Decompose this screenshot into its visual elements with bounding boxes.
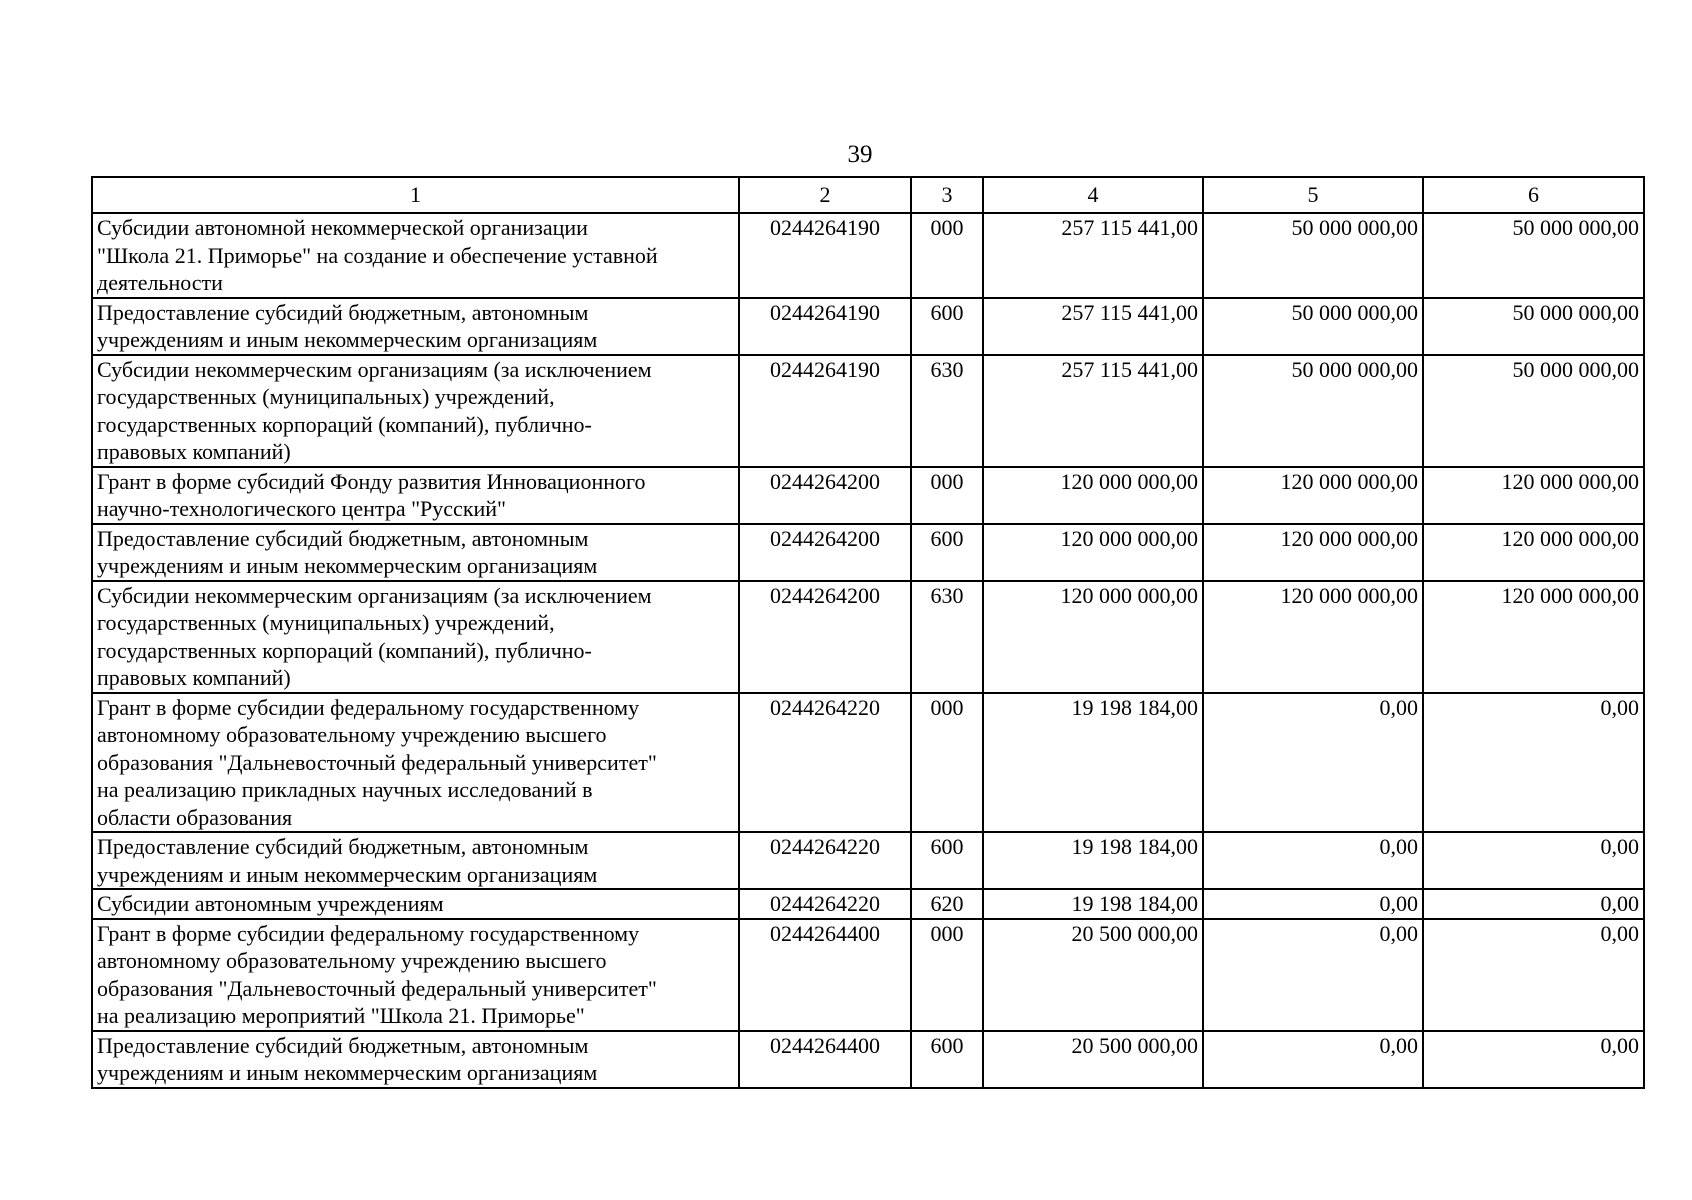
budget-table <box>91 176 1645 1089</box>
table-row <box>92 298 1644 355</box>
row-amount-col6-cell: 120 000 000,00 <box>1423 581 1644 693</box>
row-code-cell: 0244264200 <box>739 467 911 524</box>
table-row <box>92 832 1644 889</box>
row-amount-col4-cell: 19 198 184,00 <box>983 693 1203 833</box>
row-amount-col4-cell: 20 500 000,00 <box>983 919 1203 1031</box>
column-header-3: 3 <box>911 177 983 213</box>
row-amount-col4-cell: 257 115 441,00 <box>983 298 1203 355</box>
row-type-cell: 600 <box>911 298 983 355</box>
table-row <box>92 355 1644 467</box>
table-row <box>92 919 1644 1031</box>
row-amount-col4-cell: 20 500 000,00 <box>983 1031 1203 1088</box>
column-header-5: 5 <box>1203 177 1423 213</box>
row-type-cell: 600 <box>911 524 983 581</box>
row-amount-col4-cell: 120 000 000,00 <box>983 467 1203 524</box>
row-amount-col6-cell: 0,00 <box>1423 832 1644 889</box>
table-row <box>92 213 1644 298</box>
row-amount-col6-cell: 50 000 000,00 <box>1423 355 1644 467</box>
row-type-cell: 630 <box>911 355 983 467</box>
row-code-cell: 0244264190 <box>739 298 911 355</box>
table-row <box>92 1031 1644 1088</box>
row-amount-col6-cell: 0,00 <box>1423 1031 1644 1088</box>
row-amount-col6-cell: 50 000 000,00 <box>1423 298 1644 355</box>
row-code-cell: 0244264400 <box>739 1031 911 1088</box>
row-type-cell: 630 <box>911 581 983 693</box>
page-number: 39 <box>847 141 873 168</box>
row-amount-col5-cell: 0,00 <box>1203 889 1423 919</box>
table-row <box>92 889 1644 919</box>
row-type-cell: 600 <box>911 1031 983 1088</box>
row-type-cell: 000 <box>911 213 983 298</box>
table-body <box>92 213 1644 1088</box>
row-name-cell: Субсидии некоммерческим организациям (за исключением государственных (муниципальных) учреждений, государственных корпораций (компаний), публично- правовых компаний) <box>92 581 739 693</box>
row-amount-col4-cell: 257 115 441,00 <box>983 213 1203 298</box>
row-amount-col5-cell: 50 000 000,00 <box>1203 298 1423 355</box>
column-header-2: 2 <box>739 177 911 213</box>
row-amount-col5-cell: 0,00 <box>1203 832 1423 889</box>
row-code-cell: 0244264400 <box>739 919 911 1031</box>
table-row <box>92 467 1644 524</box>
row-name-cell: Предоставление субсидий бюджетным, автономным учреждениям и иным некоммерческим организациям <box>92 1031 739 1088</box>
row-code-cell: 0244264220 <box>739 832 911 889</box>
table-header-row <box>92 177 1644 213</box>
row-type-cell: 620 <box>911 889 983 919</box>
row-amount-col5-cell: 0,00 <box>1203 693 1423 833</box>
row-amount-col6-cell: 0,00 <box>1423 919 1644 1031</box>
row-name-cell: Грант в форме субсидии федеральному государственному автономному образовательному учреждению высшего образования "Дальневосточный федеральный университет" на реализацию мероприятий "Школа 21. Приморье" <box>92 919 739 1031</box>
row-amount-col4-cell: 257 115 441,00 <box>983 355 1203 467</box>
row-amount-col4-cell: 19 198 184,00 <box>983 889 1203 919</box>
row-name-cell: Грант в форме субсидий Фонду развития Инновационного научно-технологического центра "Русский" <box>92 467 739 524</box>
row-amount-col6-cell: 120 000 000,00 <box>1423 467 1644 524</box>
row-code-cell: 0244264200 <box>739 581 911 693</box>
table-row <box>92 524 1644 581</box>
table-row <box>92 581 1644 693</box>
row-amount-col5-cell: 0,00 <box>1203 1031 1423 1088</box>
row-amount-col5-cell: 120 000 000,00 <box>1203 467 1423 524</box>
row-name-cell: Субсидии автономным учреждениям <box>92 889 739 919</box>
row-amount-col5-cell: 50 000 000,00 <box>1203 355 1423 467</box>
row-amount-col6-cell: 0,00 <box>1423 693 1644 833</box>
column-header-1: 1 <box>92 177 739 213</box>
row-type-cell: 000 <box>911 467 983 524</box>
row-amount-col4-cell: 19 198 184,00 <box>983 832 1203 889</box>
row-type-cell: 000 <box>911 919 983 1031</box>
table-row <box>92 693 1644 833</box>
row-name-cell: Грант в форме субсидии федеральному государственному автономному образовательному учреждению высшего образования "Дальневосточный федеральный университет" на реализацию прикладных научных исследований в области образования <box>92 693 739 833</box>
row-name-cell: Предоставление субсидий бюджетным, автономным учреждениям и иным некоммерческим организациям <box>92 524 739 581</box>
row-code-cell: 0244264190 <box>739 355 911 467</box>
row-amount-col5-cell: 120 000 000,00 <box>1203 581 1423 693</box>
column-header-6: 6 <box>1423 177 1644 213</box>
row-type-cell: 000 <box>911 693 983 833</box>
row-code-cell: 0244264220 <box>739 693 911 833</box>
row-name-cell: Субсидии некоммерческим организациям (за исключением государственных (муниципальных) учреждений, государственных корпораций (компаний), публично- правовых компаний) <box>92 355 739 467</box>
row-amount-col6-cell: 120 000 000,00 <box>1423 524 1644 581</box>
row-amount-col5-cell: 0,00 <box>1203 919 1423 1031</box>
row-name-cell: Предоставление субсидий бюджетным, автономным учреждениям и иным некоммерческим организациям <box>92 832 739 889</box>
row-name-cell: Предоставление субсидий бюджетным, автономным учреждениям и иным некоммерческим организациям <box>92 298 739 355</box>
row-amount-col5-cell: 50 000 000,00 <box>1203 213 1423 298</box>
column-header-4: 4 <box>983 177 1203 213</box>
row-amount-col6-cell: 0,00 <box>1423 889 1644 919</box>
row-name-cell: Субсидии автономной некоммерческой организации "Школа 21. Приморье" на создание и обеспечение уставной деятельности <box>92 213 739 298</box>
row-amount-col5-cell: 120 000 000,00 <box>1203 524 1423 581</box>
row-code-cell: 0244264200 <box>739 524 911 581</box>
row-type-cell: 600 <box>911 832 983 889</box>
row-amount-col6-cell: 50 000 000,00 <box>1423 213 1644 298</box>
row-code-cell: 0244264190 <box>739 213 911 298</box>
row-code-cell: 0244264220 <box>739 889 911 919</box>
row-amount-col4-cell: 120 000 000,00 <box>983 524 1203 581</box>
row-amount-col4-cell: 120 000 000,00 <box>983 581 1203 693</box>
